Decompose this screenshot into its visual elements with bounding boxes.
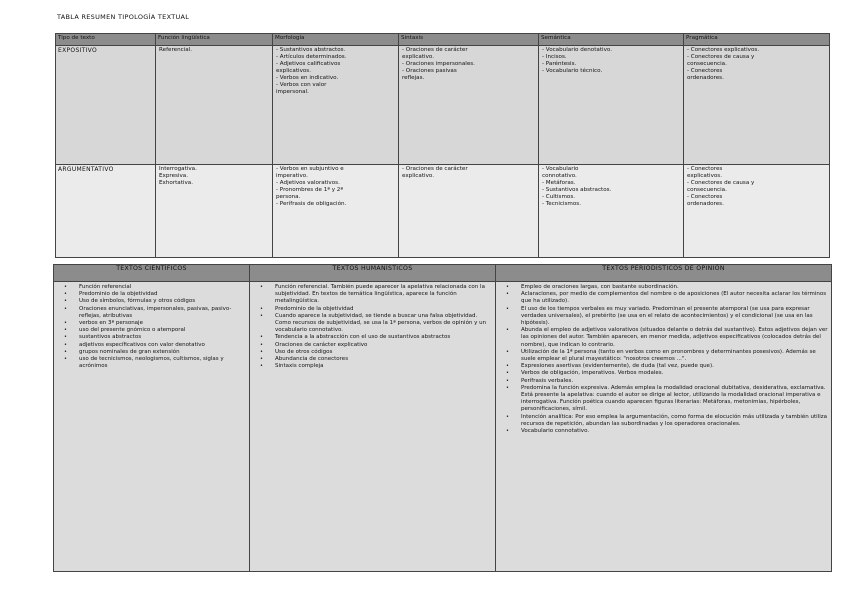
cell-line: connotativo. (542, 173, 577, 179)
list-periodisticos (499, 284, 828, 435)
list-item: • grupos nominales de gran extensión (79, 349, 246, 356)
col-sintaxis: Sintaxis (399, 34, 539, 46)
list-item: • Tendencia a la abstracción con el uso de sustantivos abstractos (275, 334, 492, 341)
cell-line: - Conectores (687, 166, 723, 172)
col-pragmatica: Pragmática (684, 34, 830, 46)
cell-line: - Oraciones de carácter (402, 166, 468, 172)
list-item: • Aclaraciones, por medio de complementos del nombre o de aposiciones (El autor necesita aclarar los términos que ha utilizado). (521, 291, 828, 305)
cell-line: imperativo. (276, 173, 308, 179)
list-item: • Predominio de la objetividad (79, 291, 246, 298)
list-item: • Oraciones enunciativas, impersonales, pasivas, pasivo-reflejas, atributivas (79, 306, 246, 320)
cell-line: Expresiva. (159, 173, 188, 179)
cell-line: - Cultismos. (542, 194, 576, 200)
list-cientificos (57, 284, 246, 370)
list-item: • Empleo de oraciones largas, con bastante subordinación. (521, 284, 828, 291)
cell-line: - Conectores (687, 68, 723, 74)
summary-table (55, 33, 830, 258)
col-funcion: Función lingüística (156, 34, 273, 46)
list-humanisticos (253, 284, 492, 370)
cell-line: - Metáforas. (542, 180, 576, 186)
document-title: TABLA RESUMEN TIPOLOGÍA TEXTUAL (57, 13, 190, 21)
row-argumentativo (56, 165, 830, 258)
list-item: • adjetivos específicativos con valor denotativo (79, 342, 246, 349)
cell-line: Referencial. (159, 47, 193, 53)
list-item: • sustantivos abstractos (79, 334, 246, 341)
cell-funcion (156, 165, 273, 258)
list-item: • Verbos de obligación, imperativos. Verbos modales. (521, 370, 828, 377)
cell-line: - Vocabulario (542, 166, 579, 172)
cell-morfologia (273, 165, 399, 258)
cell-line: - Pronombres de 1ª y 2ª (276, 187, 343, 193)
cell-line: - Oraciones pasivas (402, 68, 457, 74)
cell-line: - Paréntesis. (542, 61, 577, 67)
cell-line: persona. (276, 194, 301, 200)
cell-line: - Conectores de causa y (687, 180, 755, 186)
cell-line: - Incisos. (542, 54, 567, 60)
list-item: • Función referencial. También puede aparecer la apelativa relacionada con la subjetividad. En textos de temática lingüística, aparece la función metalingüística. (275, 284, 492, 306)
list-item: • Intención analítica: Por eso emplea la argumentación, como forma de elocución más utilizada y también utiliza recursos de repetición, abundan las subordinadas y los operadores oracionales. (521, 414, 828, 428)
cell-line: Interrogativa. (159, 166, 197, 172)
cell-line: explicativo. (402, 54, 434, 60)
list-item: • verbos en 3ª personaje (79, 320, 246, 327)
row-expositivo (56, 46, 830, 165)
col-cientificos: TEXTOS CIENTÍFICOS (54, 265, 250, 282)
cell-line: consecuencia. (687, 187, 727, 193)
cell-pragmatica (684, 46, 830, 165)
list-item: • Uso de otros códigos (275, 349, 492, 356)
list-item: • Predominio de la objetividad (275, 306, 492, 313)
cell-line: consecuencia. (687, 61, 727, 67)
cell-line: explicativo. (402, 173, 434, 179)
cell-semantica (539, 46, 684, 165)
cell-line: - Verbos en indicativo. (276, 75, 339, 81)
cell-line: - Conectores (687, 194, 723, 200)
list-item: • Abundancia de conectores (275, 356, 492, 363)
list-item: • Utilización de la 1ª persona (tanto en verbos como en pronombres y determinantes posesivos). Además se suele emplear el plural mayestático: "nosotros creemos ...". (521, 349, 828, 363)
text-types-header (54, 265, 832, 282)
cell-sintaxis (399, 165, 539, 258)
cell-line: reflejas. (402, 75, 425, 81)
list-item: • uso del presente gnómico o atemporal (79, 327, 246, 334)
list-item: • Sintaxis compleja (275, 363, 492, 370)
cell-line: - Oraciones impersonales. (402, 61, 475, 67)
col-periodisticos: TEXTOS PERIODÍSTICOS DE OPINIÓN (496, 265, 832, 282)
cell-line: - Vocabulario técnico. (542, 68, 603, 74)
col-tipo: Tipo de texto (56, 34, 156, 46)
cell-line: - Conectores de causa y (687, 54, 755, 60)
cell-line: - Perífrasis de obligación. (276, 201, 347, 207)
list-item: • El uso de los tiempos verbales es muy variado. Predominan el presente atemporal (se usa para expresar verdades universales), el pretérito (se usa en el relato de acontecimientos) y el condicional (se usa en las hipótesis). (521, 306, 828, 328)
list-item: • Predomina la función expresiva. Además emplea la modalidad oracional dubitativa, desiderativa, exclamativa. Está presente la apelativa: cuando el autor se dirige al lector, utilizando la modalidad oracional imperativa e interrogativa. Función poética cuando aparecen figuras literarias: Metáforas, metonimias, hipérboles, personificaciones, símil. (521, 385, 828, 414)
list-item: • Expresiones asertivas (evidentemente), de duda (tal vez, puede que). (521, 363, 828, 370)
cell-periodisticos (496, 282, 832, 572)
cell-line: explicativos. (276, 68, 311, 74)
text-types-table (53, 264, 832, 572)
cell-line: - Verbos en subjuntivo e (276, 166, 344, 172)
cell-line: ordenadores. (687, 201, 724, 207)
list-item: • Oraciones de carácter explicativo (275, 342, 492, 349)
cell-line: - Adjetivos valorativos. (276, 180, 340, 186)
cell-cientificos (54, 282, 250, 572)
cell-funcion (156, 46, 273, 165)
cell-humanisticos (250, 282, 496, 572)
list-item: • Abunda el empleo de adjetivos valorativos (situados delante o detrás del sustantivo). Estos adjetivos dejan ver las opiniones del autor. También aparecen, en menor medida, adjetivos especificativos (colocados detrás del nombre), que indican lo contrario. (521, 327, 828, 349)
text-types-row (54, 282, 832, 572)
list-item: • Función referencial (79, 284, 246, 291)
col-humanisticos: TEXTOS HUMANÍSTICOS (250, 265, 496, 282)
cell-line: - Tecnicismos. (542, 201, 581, 207)
list-item: • Perífrasis verbales. (521, 378, 828, 385)
list-item: • Cuando aparece la subjetividad, se tiende a buscar una falsa objetividad. Como recursos de subjetividad, se usa la 1ª persona, verbos de opinión y un vocabulario connotativo. (275, 313, 492, 335)
col-morfologia: Morfología (273, 34, 399, 46)
list-item: • Vocabulario connotativo. (521, 428, 828, 435)
summary-table-header (56, 34, 830, 46)
cell-line: ordenadores. (687, 75, 724, 81)
list-item: • uso de tecnicismos, neologismos, cultismos, siglas y acrónimos (79, 356, 246, 370)
cell-tipo: ARGUMENTATIVO (56, 165, 156, 258)
cell-semantica (539, 165, 684, 258)
cell-pragmatica (684, 165, 830, 258)
cell-line: explicativos. (687, 173, 722, 179)
list-item: • Uso de símbolos, fórmulas y otros códigos (79, 298, 246, 305)
cell-morfologia (273, 46, 399, 165)
col-semantica: Semántica (539, 34, 684, 46)
cell-line: - Vocabulario denotativo. (542, 47, 612, 53)
cell-line: - Sustantivos abstractos. (276, 47, 346, 53)
cell-tipo: EXPOSITIVO (56, 46, 156, 165)
cell-line: impersonal. (276, 89, 309, 95)
cell-line: - Oraciones de carácter (402, 47, 468, 53)
cell-line: - Artículos determinados. (276, 54, 347, 60)
cell-sintaxis (399, 46, 539, 165)
cell-line: - Verbos con valor (276, 82, 327, 88)
cell-line: - Adjetivos calificativos (276, 61, 341, 67)
cell-line: Exhortativa. (159, 180, 193, 186)
cell-line: - Sustantivos abstractos. (542, 187, 612, 193)
cell-line: - Conectores explicativos. (687, 47, 760, 53)
